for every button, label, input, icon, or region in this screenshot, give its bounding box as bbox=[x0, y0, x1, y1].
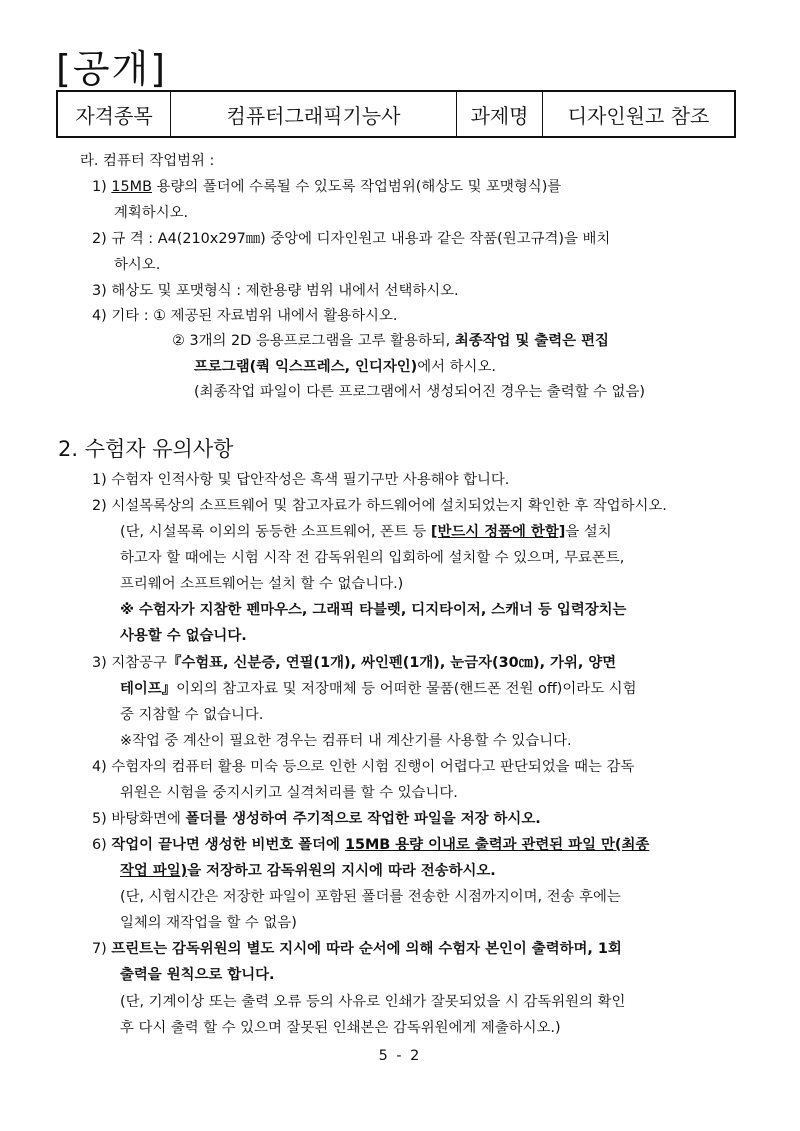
note-7-emphasis: 프린트는 감독위원의 별도 지시에 따라 순서에 의해 수험자 본인이 출력하며, 1회 bbox=[111, 941, 622, 957]
exam-info-row bbox=[57, 91, 735, 137]
note-2-genuine-only: [반드시 정품에 한함] bbox=[430, 524, 566, 540]
exam-info-table bbox=[56, 90, 736, 138]
note-2-line-4: 프리웨어 소프트웨어는 설치 할 수 없습니다.) bbox=[120, 576, 404, 592]
note-6-emphasis: 작업이 끝나면 생성한 비번호 폴더에 bbox=[111, 837, 345, 853]
note-7-line-1 bbox=[92, 939, 622, 959]
subject-label: 자격종목 bbox=[57, 91, 171, 137]
note-5-emphasis: 폴더를 생성하여 주기적으로 작업한 파일을 저장 하시오. bbox=[185, 811, 541, 827]
note-6-line-2 bbox=[120, 861, 496, 881]
note-7-line-2: 출력을 원칙으로 합니다. bbox=[120, 967, 275, 983]
ra-item-4-line-4: (최종작업 파일이 다른 프로그램에서 생성되어진 경우는 출력할 수 없음) bbox=[194, 384, 645, 400]
ra-item-1-number: 1) bbox=[92, 179, 107, 195]
subject-value: 컴퓨터그래픽기능사 bbox=[171, 91, 457, 137]
note-1: 1) 수험자 인적사항 및 답안작성은 흑색 필기구만 사용해야 합니다. bbox=[92, 472, 510, 488]
note-6-final-file: 작업 파일) bbox=[120, 863, 188, 879]
note-6-emphasis-end: 을 저장하고 감독위원의 지시에 따라 전송하시오. bbox=[187, 863, 496, 879]
note-5 bbox=[92, 809, 541, 829]
section-2-title: 2. 수험자 유의사항 bbox=[58, 437, 234, 461]
ra-item-4-text-end: 에서 하시오. bbox=[417, 359, 496, 375]
ra-item-4-line-2 bbox=[172, 331, 609, 351]
note-2-line-3: 하고자 할 때에는 시험 시작 전 감독위원의 입회하에 설치할 수 있으며, 무료폰트, bbox=[120, 550, 625, 566]
ra-item-1-capacity: 15MB bbox=[111, 179, 152, 195]
note-2-line-5: ※ 수험자가 지참한 펜마우스, 그래픽 타블렛, 디지타이저, 스캐너 등 입력장치는 bbox=[120, 602, 627, 618]
note-6-line-1 bbox=[92, 835, 649, 855]
ra-item-1-line-1 bbox=[92, 177, 561, 197]
classification-stamp: [공개] bbox=[56, 47, 168, 91]
note-3-line-2 bbox=[120, 679, 636, 699]
ra-item-4-emphasis: 최종작업 및 출력은 편집 bbox=[454, 333, 609, 349]
ra-item-1-text: 용량의 폴더에 수록될 수 있도록 작업범위(해상도 및 포맷형식)를 bbox=[151, 179, 562, 195]
ra-item-2-line-1: 2) 규 격 : A4(210x297㎜) 중앙에 디자인원고 내용과 같은 작품(원고규격)을 배치 bbox=[92, 231, 611, 247]
section-ra-title: 라. 컴퓨터 작업범위 : bbox=[80, 153, 215, 169]
task-label: 과제명 bbox=[457, 91, 543, 137]
note-3-tools-end: 테이프』 bbox=[120, 681, 177, 697]
task-value: 디자인원고 참조 bbox=[543, 91, 736, 137]
ra-item-1-line-2: 계획하시오. bbox=[114, 205, 189, 221]
note-7-line-4: 후 다시 출력 할 수 있으며 잘못된 인쇄본은 감독위원에게 제출하시오.) bbox=[120, 1020, 561, 1036]
ra-item-4-line-1: 4) 기타 : ① 제공된 자료범위 내에서 활용하시오. bbox=[92, 308, 398, 324]
note-6-number: 6) bbox=[92, 837, 112, 853]
note-3-text: 3) 지참공구 bbox=[92, 655, 167, 671]
note-5-text: 5) 바탕화면에 bbox=[92, 811, 186, 827]
note-4-line-2: 위원은 시험을 중지시키고 실격처리를 할 수 있습니다. bbox=[120, 785, 458, 801]
note-6-line-4: 일체의 재작업을 할 수 없음) bbox=[120, 915, 297, 931]
ra-item-4-line-3 bbox=[194, 357, 496, 377]
ra-item-2-line-2: 하시오. bbox=[114, 257, 161, 273]
note-2-line-2 bbox=[120, 522, 612, 542]
ra-item-4-program-names: 프로그램(쿽 익스프레스, 인디자인) bbox=[194, 359, 418, 375]
note-3-line-3: 중 지참할 수 없습니다. bbox=[120, 707, 264, 723]
note-7-line-3: (단, 기계이상 또는 출력 오류 등의 사유로 인쇄가 잘못되었을 시 감독위원의 확인 bbox=[120, 994, 626, 1010]
note-7-number: 7) bbox=[92, 941, 112, 957]
note-6-capacity: 15MB 용량 이내로 출력과 관련된 파일 만(최종 bbox=[344, 837, 650, 853]
note-3-line-4: ※작업 중 계산이 필요한 경우는 컴퓨터 내 계산기를 사용할 수 있습니다. bbox=[120, 733, 572, 749]
note-3-tools: 『수험표, 신분증, 연필(1개), 싸인펜(1개), 눈금자(30㎝), 가위, 양면 bbox=[166, 655, 617, 671]
note-2-line-1: 2) 시설목록상의 소프트웨어 및 참고자료가 하드웨어에 설치되었는지 확인한 후 작업하시오. bbox=[92, 498, 667, 514]
ra-item-3: 3) 해상도 및 포맷형식 : 제한용량 범위 내에서 선택하시오. bbox=[92, 283, 459, 299]
note-6-line-3: (단, 시험시간은 저장한 파일이 포함된 폴더를 전송한 시점까지이며, 전송 후에는 bbox=[120, 889, 621, 905]
note-3-text-end: 이외의 참고자료 및 저장매체 등 어떠한 물품(핸드폰 전원 off)이라도 시험 bbox=[176, 681, 637, 697]
page-number: 5 - 2 bbox=[378, 1048, 422, 1064]
note-2-line-6: 사용할 수 없습니다. bbox=[120, 628, 247, 644]
note-2-text: (단, 시설목록 이외의 동등한 소프트웨어, 폰트 등 bbox=[120, 524, 431, 540]
ra-item-4-text: ② 3개의 2D 응용프로그램을 고루 활용하되, bbox=[172, 333, 455, 349]
note-3-line-1 bbox=[92, 653, 616, 673]
note-2-text-end: 을 설치 bbox=[565, 524, 612, 540]
note-4-line-1: 4) 수험자의 컴퓨터 활용 미숙 등으로 인한 시험 진행이 어렵다고 판단되었을 때는 감독 bbox=[92, 759, 635, 775]
